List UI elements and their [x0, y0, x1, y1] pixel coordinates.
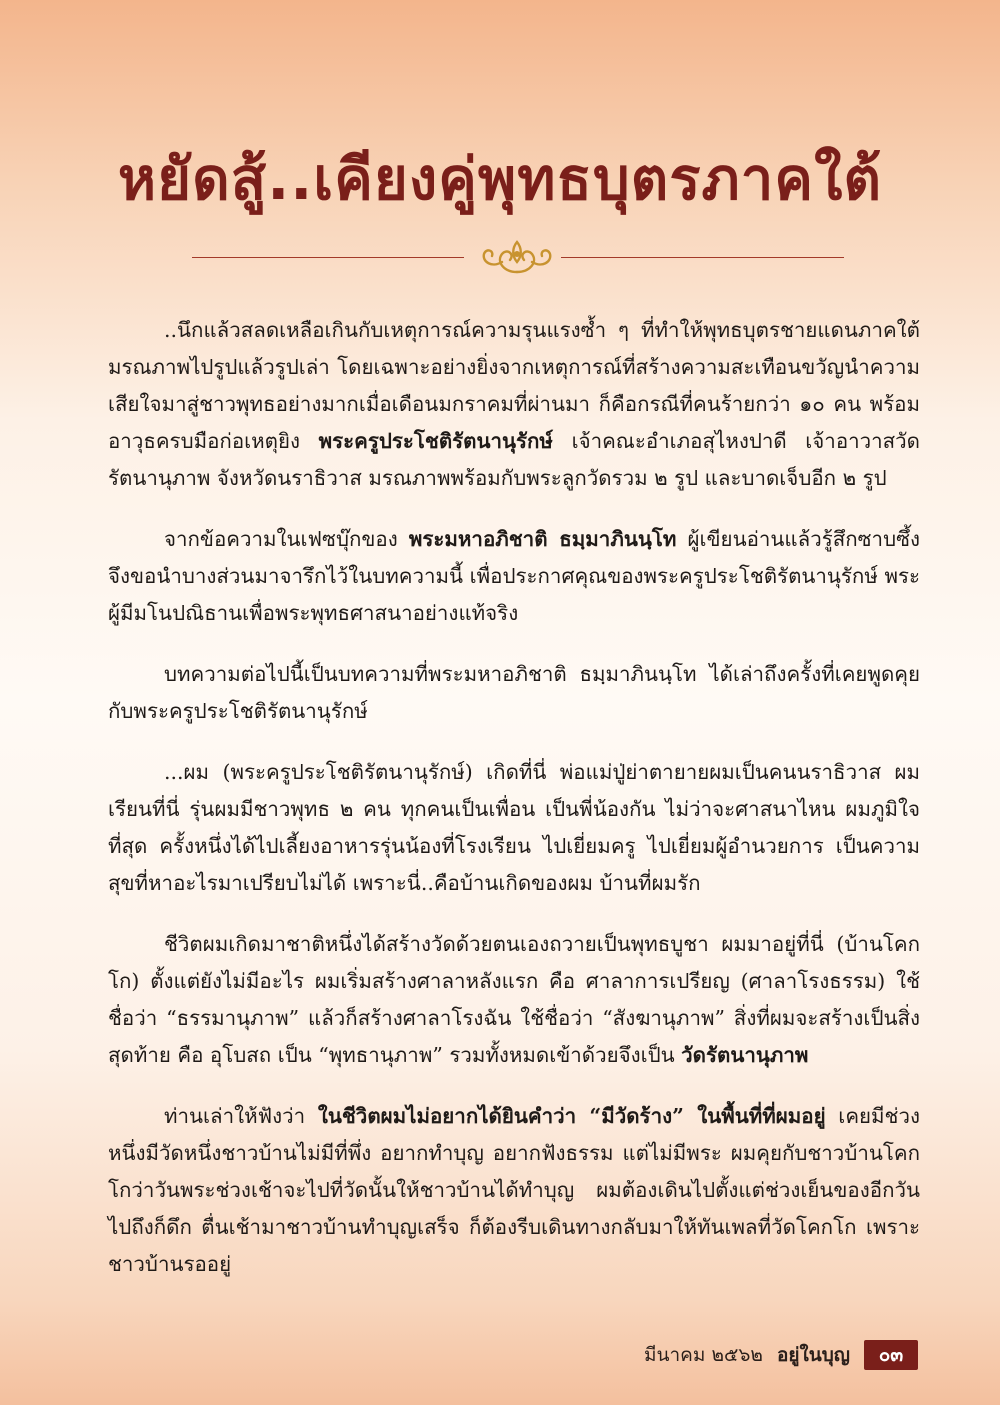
- body-text: ..นึกแล้วสลดเหลือเกินกับเหตุการณ์ความรุนแรงซ้ำ ๆ ที่ทำให้พุทธบุตรชายแดนภาคใต้มรณภาพไปรูปแล้วรูปเล่า โดยเฉพาะอย่างยิ่งจากเหตุการณ์ที่สร้างความสะเทือนขวัญนำความเสียใจมาสู่ชาวพุทธอย่างมากเมื่อเดือนมกราคมที่ผ่านมา ก็คือกรณีที่คนร้ายกว่า ๑๐ คน พร้อมอาวุธครบมือก่อเหตุยิง: [108, 318, 920, 453]
- body-text: ...ผม (พระครูประโชติรัตนานุรักษ์) เกิดที่นี่ พ่อแม่ปู่ย่าตายายผมเป็นคนนราธิวาส ผมเรียนที่นี่ รุ่นผมมีชาวพุทธ ๒ คน ทุกคนเป็นเพื่อน เป็นพี่น้องกัน ไม่ว่าจะศาสนาไหน ผมภูมิใจที่สุด ครั้งหนึ่งได้ไปเลี้ยงอาหารรุ่นน้องที่โรงเรียน ไปเยี่ยมครู ไปเยี่ยมผู้อำนวยการ เป็นความสุขที่หาอะไรมาเปรียบไม่ได้ เพราะนี่..คือบ้านเกิดของผม บ้านที่ผมรัก: [108, 760, 920, 895]
- ornament-divider: [192, 232, 844, 282]
- article-paragraph: [108, 656, 920, 730]
- article-body: [108, 312, 920, 1307]
- bold-text: พระครูประโชติรัตนานุรักษ์: [318, 429, 553, 453]
- body-text: จากข้อความในเฟซบุ๊กของ: [164, 527, 409, 551]
- bold-text: ในชีวิตผมไม่อยากได้ยินคำว่า “มีวัดร้าง” ในพื้นที่ที่ผมอยู่: [317, 1104, 826, 1128]
- body-text: ท่านเล่าให้ฟังว่า: [164, 1104, 318, 1128]
- body-text: ชีวิตผมเกิดมาชาติหนึ่งได้สร้างวัดด้วยตนเองถวายเป็นพุทธบูชา ผมมาอยู่ที่นี่ (บ้านโคกโก) ตั้งแต่ยังไม่มีอะไร ผมเริ่มสร้างศาลาหลังแรก คือ ศาลาการเปรียญ (ศาลาโรงธรรม) ใช้ชื่อว่า “ธรรมานุภาพ” แล้วก็สร้างศาลาโรงฉัน ใช้ชื่อว่า “สังฆานุภาพ” สิ่งที่ผมจะสร้างเป็นสิ่งสุดท้าย คือ อุโบสถ เป็น “พุทธานุภาพ” รวมทั้งหมดเข้าด้วยจึงเป็น: [108, 932, 920, 1067]
- article-paragraph: [108, 312, 920, 497]
- article-paragraph: [108, 1098, 920, 1283]
- body-text: บทความต่อไปนี้เป็นบทความที่พระมหาอภิชาติ ธมฺมาภินนฺโท ได้เล่าถึงครั้งที่เคยพูดคุยกับพระครูประโชติรัตนานุรักษ์: [108, 662, 920, 723]
- issue-date: มีนาคม ๒๕๖๒: [643, 1344, 763, 1366]
- divider-line-left: [192, 257, 464, 258]
- bold-text: พระมหาอภิชาติ ธมฺมาภินนฺโท: [408, 527, 677, 551]
- body-text: เคยมีช่วงหนึ่งมีวัดหนึ่งชาวบ้านไม่มีที่พึ่ง อยากทำบุญ อยากฟังธรรม แต่ไม่มีพระ ผมคุยกับชาวบ้านโคกโกว่าวันพระช่วงเช้าจะไปที่วัดนั้นให้ชาวบ้านได้ทำบุญ ผมต้องเดินไปตั้งแต่ช่วงเย็นของอีกวัน ไปถึงก็ดึก ตื่นเช้ามาชาวบ้านทำบุญเสร็จ ก็ต้องรีบเดินทางกลับมาให้ทันเพลที่วัดโคกโก เพราะชาวบ้านรออยู่: [108, 1104, 920, 1276]
- article-paragraph: [108, 521, 920, 632]
- floral-ornament-icon: [474, 232, 560, 282]
- divider-line-right: [561, 257, 844, 258]
- article-title: หยัดสู้..เคียงคู่พุทธบุตรภาคใต้: [117, 145, 883, 213]
- magazine-name: อยู่ในบุญ: [776, 1344, 850, 1366]
- bold-text: วัดรัตนานุภาพ: [681, 1043, 809, 1067]
- page-footer: [644, 1340, 918, 1370]
- body-text: ผู้เขียนอ่านแล้วรู้สึกซาบซึ้ง จึงขอนำบางส่วนมาจารึกไว้ในบทความนี้ เพื่อประกาศคุณของพระครูประโชติรัตนานุรักษ์ พระผู้มีมโนปณิธานเพื่อพระพุทธศาสนาอย่างแท้จริง: [108, 527, 921, 625]
- article-paragraph: [108, 754, 920, 902]
- article-paragraph: [108, 926, 920, 1074]
- body-text: เจ้าคณะอำเภอสุไหงปาดี เจ้าอาวาสวัดรัตนานุภาพ จังหวัดนราธิวาส มรณภาพพร้อมกับพระลูกวัดรวม ๒ รูป และบาดเจ็บอีก ๒ รูป: [108, 429, 920, 490]
- page-number: ๐๓: [864, 1340, 918, 1370]
